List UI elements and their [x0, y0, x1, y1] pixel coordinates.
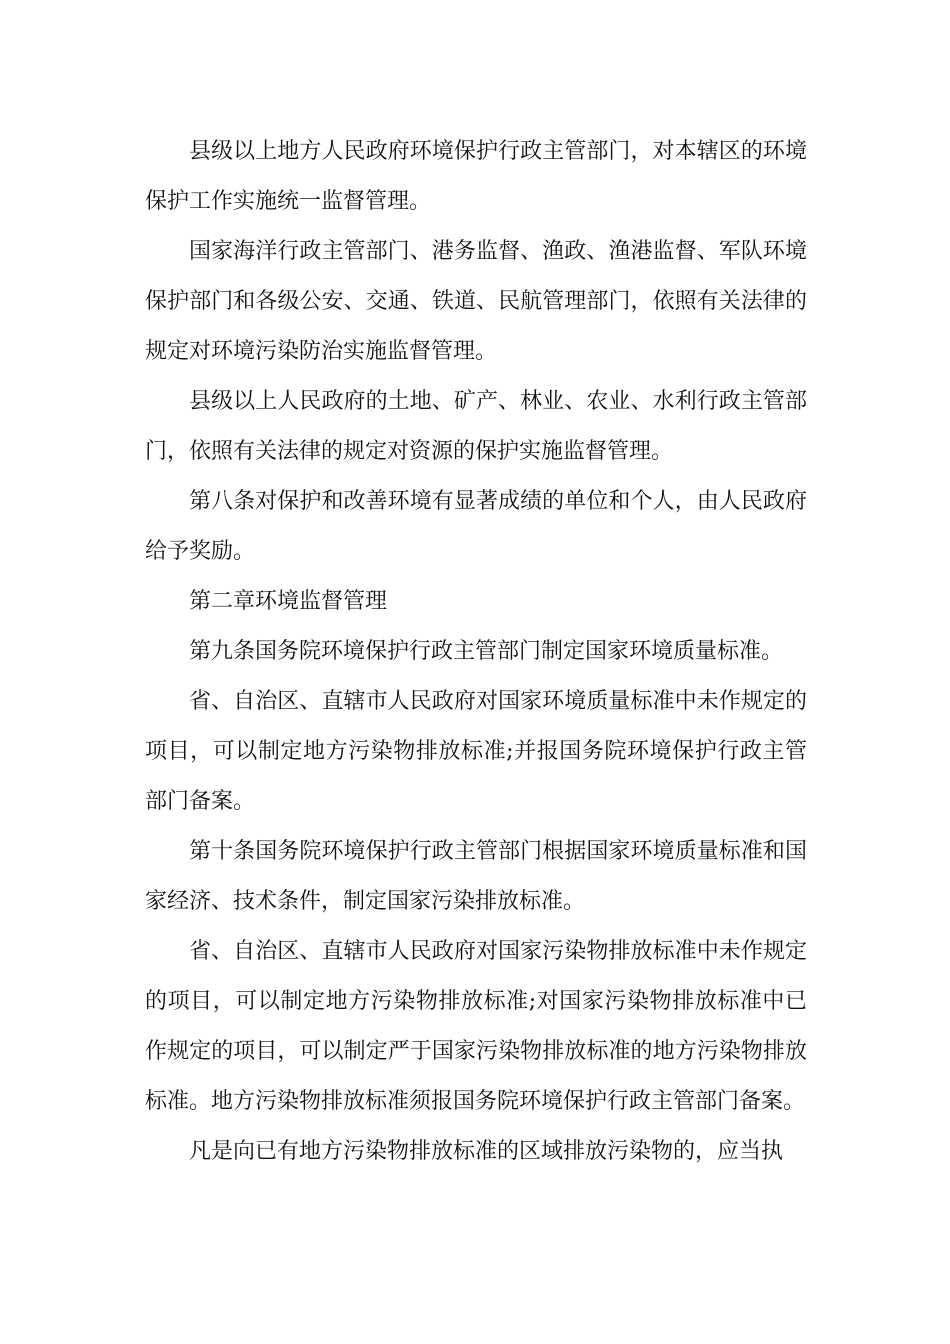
paragraph-marine-departments: 国家海洋行政主管部门、港务监督、渔政、渔港监督、军队环境保护部门和各级公安、交通、铁道、民航管理部门，依照有关法律的规定对环境污染防治实施监督管理。: [145, 239, 807, 364]
paragraph-article-8: 第八条对保护和改善环境有显著成绩的单位和个人，由人民政府给予奖励。: [145, 489, 807, 564]
paragraph-resource-departments: 县级以上人民政府的土地、矿产、林业、农业、水利行政主管部门，依照有关法律的规定对资源的保护实施监督管理。: [145, 389, 807, 464]
paragraph-article-9: 第九条国务院环境保护行政主管部门制定国家环境质量标准。: [189, 639, 784, 664]
document-body: [145, 127, 807, 1177]
chapter-heading-2: 第二章环境监督管理: [189, 589, 388, 614]
paragraph-emission-compliance: 凡是向已有地方污染物排放标准的区域排放污染物的，应当执: [189, 1139, 784, 1164]
paragraph-article-10: 第十条国务院环境保护行政主管部门根据国家环境质量标准和国家经济、技术条件，制定国家污染排放标准。: [145, 839, 807, 914]
paragraph-provincial-quality-standard: 省、自治区、直辖市人民政府对国家环境质量标准中未作规定的项目，可以制定地方污染物排放标准;并报国务院环境保护行政主管部门备案。: [145, 689, 807, 814]
paragraph-county-supervision: 县级以上地方人民政府环境保护行政主管部门，对本辖区的环境保护工作实施统一监督管理。: [145, 139, 807, 214]
paragraph-provincial-emission-standard: 省、自治区、直辖市人民政府对国家污染物排放标准中未作规定的项目，可以制定地方污染物排放标准;对国家污染物排放标准中已作规定的项目，可以制定严于国家污染物排放标准的地方污染物排放标准。地方污染物排放标准须报国务院环境保护行政主管部门备案。: [145, 939, 807, 1114]
